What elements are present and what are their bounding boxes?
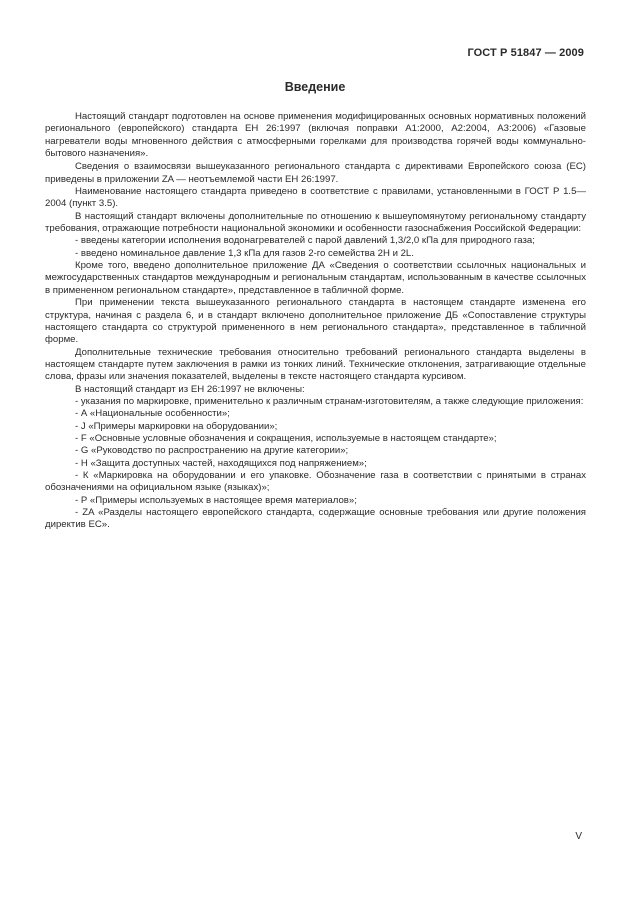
page-number: V (575, 831, 582, 842)
document-body (45, 111, 586, 532)
paragraph: Кроме того, введено дополнительное приложение ДА «Сведения о соответствии ссылочных национальных и межгосударственных стандартов международным и региональным стандартам, использованным в качестве ссылочных в примененном региональном стандарте», представленное в табличной форме. (45, 260, 586, 296)
list-item: - F «Основные условные обозначения и сокращения, используемые в настоящем стандарте»; (75, 432, 497, 444)
paragraph: При применении текста вышеуказанного регионального стандарта в настоящем стандарте изменена его структура, начиная с раздела 6, и в стандарт включено дополнительное приложение ДБ «Сопоставление структуры настоящего стандарта со структурой примененного в нем регионального стандарта», представленное в табличной форме. (45, 297, 586, 346)
section-title: Введение (284, 80, 346, 94)
list-item: - G «Руководство по распространению на другие категории»; (75, 445, 349, 457)
paragraph: В настоящий стандарт из ЕН 26:1997 не включены: (75, 383, 305, 395)
list-item: - введены категории исполнения водонагревателей с парой давлений 1,3/2,0 кПа для природного газа; (75, 235, 535, 247)
list-item: - А «Национальные особенности»; (75, 408, 230, 420)
list-item: - J «Примеры маркировки на оборудовании»; (75, 420, 278, 432)
paragraph: Дополнительные технические требования относительно требований регионального стандарта выделены в настоящем стандарте путем заключения в рамки из тонких линий. Технические отклонения, затрагивающие отдельные слова, фразы или значения показателей, выделены в тексте настоящего стандарта курсивом. (45, 346, 586, 383)
paragraph: Наименование настоящего стандарта приведено в соответствие с правилами, установленными в ГОСТ Р 1.5—2004 (пункт 3.5). (45, 186, 586, 210)
paragraph: Сведения о взаимосвязи вышеуказанного регионального стандарта с директивами Европейского союза (ЕС) приведены в приложении ZA — неотъемлемой части ЕН 26:1997. (45, 161, 586, 185)
list-item: - Н «Защита доступных частей, находящихся под напряжением»; (75, 457, 367, 469)
list-item: - ZA «Разделы настоящего европейского стандарта, содержащие основные требования или другие положения директив ЕС». (45, 507, 586, 531)
paragraph: Настоящий стандарт подготовлен на основе применения модифицированных основных нормативных положений регионального (европейского) стандарта ЕН 26:1997 (включая поправки А1:2000, А2:2004, А3:2006) «Газовые нагреватели воды мгновенного действия с атмосферными горелками для производства горячей воды коммунально-бытового назначения». (45, 111, 586, 160)
list-item: - введено номинальное давление 1,3 кПа для газов 2-го семейства 2Н и 2L. (75, 247, 414, 259)
list-item: - К «Маркировка на оборудовании и его упаковке. Обозначение газа в соответствии с принятыми в странах обозначениями на официальном языке (языках)»; (45, 469, 586, 494)
list-item: - указания по маркировке, применительно к различным странам-изготовителям, а также следующие приложения: (75, 395, 584, 407)
paragraph: В настоящий стандарт включены дополнительные по отношению к вышеупомянутому региональному стандарту требования, отражающие потребности национальной экономики и особенности газоснабжения Российской Федерации: (45, 210, 586, 235)
list-item: - Р «Примеры используемых в настоящее время материалов»; (75, 494, 357, 506)
document-header: ГОСТ Р 51847 — 2009 (467, 47, 584, 59)
